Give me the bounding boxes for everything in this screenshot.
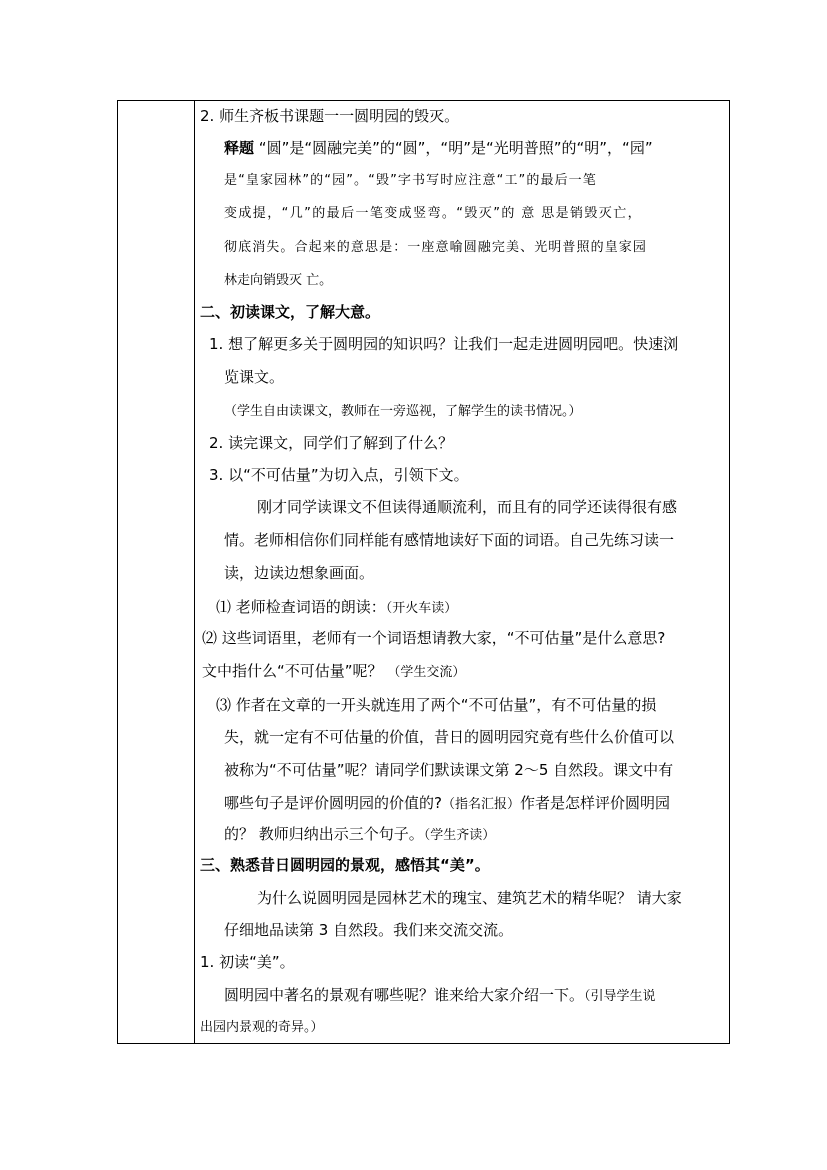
explain-title-text-5: 林走向销毁灭 亡。 [224, 273, 333, 288]
lesson-table [117, 100, 730, 1044]
explain-title-text-4: 彻底消失。合起来的意思是：一座意喻圆融完美、光明普照的皇家园 [224, 240, 648, 255]
sub-step-3-line-4 [224, 793, 670, 815]
section-3-heading: 三、熟悉昔日圆明园的景观，感悟其“美”。 [200, 856, 490, 874]
explain-title-line [224, 138, 653, 158]
sub-step-3-line-3: 被称为“不可估量”呢？请同学们默读课文第 2～5 自然段。课文中有 [224, 761, 674, 779]
sub-step-1-note: （开火车读） [385, 601, 458, 616]
step-2-question: 2. 读完课文，同学们了解到了什么？ [209, 434, 454, 452]
sub-step-2-note: （学生交流） [387, 665, 466, 680]
section-3-step-1: 1. 初读“美”。 [200, 953, 295, 971]
sub-step-2-line-1: ⑵ 这些词语里，老师有一个词语想请教大家，“不可估量”是什么意思? [202, 629, 666, 647]
step-2-title: 2. 师生齐板书课题一一圆明园的毁灭。 [200, 107, 460, 125]
sub-step-3-line-1: ⑶ 作者在文章的一开头就连用了两个“不可估量”，有不可估量的损 [216, 696, 657, 714]
explain-title-text-1: “圆”是“圆融完美”的“圆”，“明”是“光明普照”的“明”，“园” [258, 139, 653, 157]
section-3-step-1-line-2: 出园内景观的奇异。） [200, 1020, 324, 1035]
section-3-question: 圆明园中著名的景观有哪些呢？谁来给大家介绍一下。 [224, 986, 585, 1004]
sub-step-2-line-2 [202, 661, 465, 683]
paragraph-2-line-1: 为什么说圆明园是园林艺术的瑰宝、建筑艺术的精华呢？ 请大家 [257, 889, 682, 907]
sub-step-3-note-a: （指名汇报） [441, 797, 520, 812]
sub-step-3-text-c: 的？ 教师归纳出示三个句子。 [224, 825, 424, 843]
explain-title-heading: 释题 [224, 139, 255, 157]
sub-step-3-text-b: 作者是怎样评价圆明园 [519, 794, 670, 812]
explain-title-text-2: 是“皇家园林”的“园”。“毁”字书写时应注意“工”的最后一笔 [224, 173, 597, 188]
sub-step-3-line-2: 失，就一定有不可估量的价值，昔日的圆明园究竟有些什么价值可以 [224, 728, 675, 746]
sub-step-2-question: 文中指什么“不可估量”呢？ [202, 662, 383, 680]
sub-step-3-line-5 [224, 824, 495, 846]
explain-title-text-3: 变成提，“几”的最后一笔变成竖弯。“毁灭”的 意 思是销毁灭亡， [224, 206, 643, 221]
paragraph-2-line-2: 仔细地品读第 3 自然段。我们来交流交流。 [224, 921, 514, 939]
sub-step-3-text-a: 哪些句子是评价圆明园的价值的? [224, 794, 442, 812]
step-3-question: 3. 以“不可估量”为切入点，引领下文。 [209, 466, 469, 484]
step-1-question: 1. 想了解更多关于圆明园的知识吗？让我们一起走进圆明园吧。快速浏 [209, 335, 679, 353]
section-3-step-1-line-1 [224, 985, 656, 1007]
section-3-note: （引导学生说 [584, 989, 656, 1004]
paragraph-1-line-3: 读，边读边想象画面。 [224, 564, 375, 582]
paragraph-1-line-1: 刚才同学读课文不但读得通顺流利，而且有的同学还读得很有感 [257, 498, 678, 516]
section-2-heading: 二、初读课文，了解大意。 [200, 303, 381, 321]
step-1-note: （学生自由读课文，教师在一旁巡视，了解学生的读书情况。） [224, 404, 582, 419]
paragraph-1-line-2: 情。老师相信你们同样能有感情地读好下面的词语。自己先练习读一 [224, 531, 675, 549]
sub-step-1-text: ⑴ 老师检查词语的朗读： [216, 598, 386, 616]
column-divider [194, 101, 195, 1043]
sub-step-1 [216, 597, 457, 619]
sub-step-3-note-b: （学生齐读） [423, 828, 496, 843]
step-1-question-cont: 览课文。 [224, 368, 285, 386]
